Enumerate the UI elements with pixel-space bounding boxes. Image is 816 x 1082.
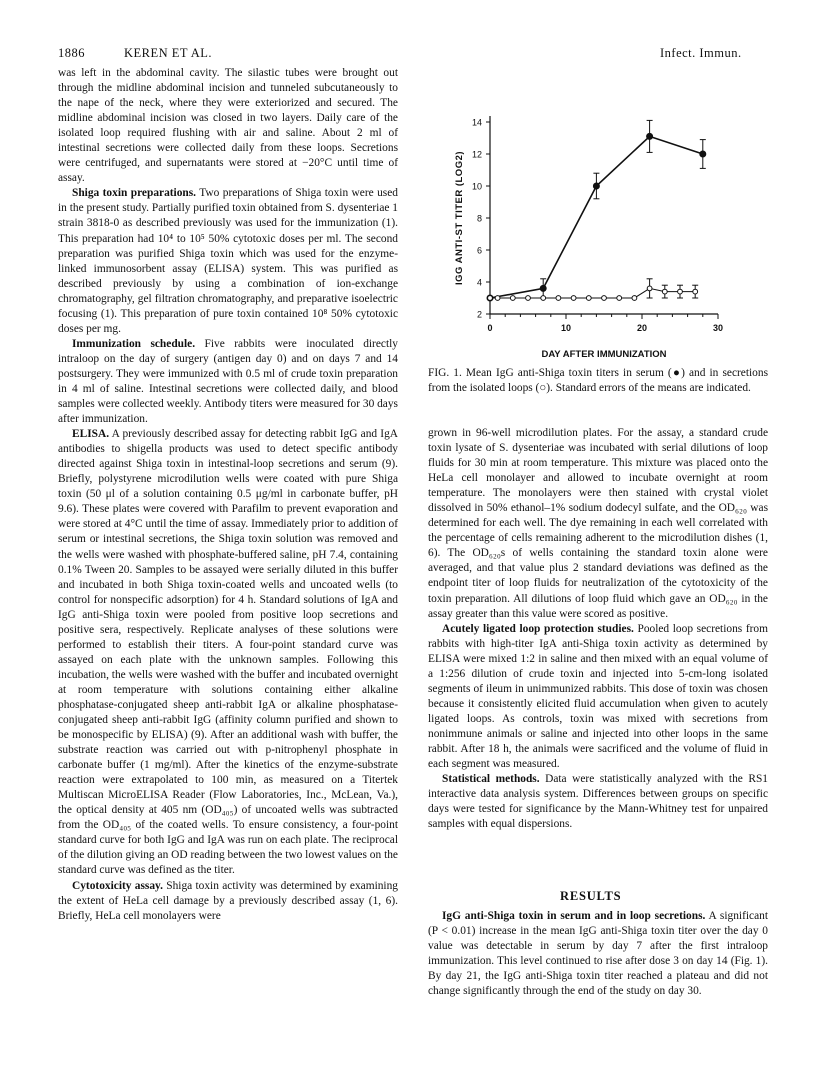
secretion-point: [678, 289, 683, 294]
secretion-point: [541, 296, 546, 301]
paragraph-text: grown in 96-well microdilution plates. For the assay, a standard crude toxin lysate of S. dysenteriae was incubated with serial dilutions of loop fluids for 30 min at room temperature. This mixture was placed onto the HeLa cell monolayer and allowed to incubate overnight at room temperature. The monolayers were then stained with crystal violet dissolved in 50% ethanol–1% sodium dodecyl sulfate, and the OD₆₂₀ was determined for each well. The dye remaining in each well correlated with the percentage of cells remaining adherent to the microdilution dishes (1, 6). The OD₆₂₀s of wells containing the standard toxin alone were averaged, and that value plus 2 standard deviations was defined as the endpoint titer of loop fluids for neutralization of the cytotoxicity of the toxin preparation. All dilutions of loop fluid which gave an OD₆₂₀ in the assay greater than this value were scored as positive.: [428, 427, 768, 620]
section-heading: Cytotoxicity assay.: [72, 879, 163, 892]
serum-point: [540, 285, 546, 291]
results-section: [428, 909, 768, 999]
paragraph: [428, 426, 768, 622]
section-heading: Shiga toxin preparations.: [72, 187, 197, 200]
y-axis-label: IGG ANTI-ST TITER (LOG2): [454, 150, 465, 286]
secretion-point: [526, 296, 531, 301]
y-tick-label: 14: [471, 117, 482, 128]
y-tick-label: 4: [476, 277, 482, 288]
paragraph-text: Data were statistically analyzed with the RS1 interactive data analysis system. Differences between groups on specific days were tested for significance by the Mann-Whitney test for unpaired samples with equal dispersions.: [428, 773, 768, 831]
results-subheading: IgG anti-Shiga toxin in serum and in loop secretions.: [442, 910, 706, 922]
y-tick-label: 8: [476, 213, 482, 224]
secretion-point: [488, 296, 493, 301]
paragraph: [58, 186, 398, 336]
paragraph-text: Five rabbits were inoculated directly intraloop on the day of surgery (antigen day 0) and on days 7 and 14 postsurgery. They were immunized with 0.5 ml of crude toxin preparation in 4 ml of saline. Intestinal secretions were collected daily, and blood samples were collected weekly. Antibody titers were measured for 30 days after immunization.: [58, 337, 398, 426]
section-heading: ELISA.: [72, 428, 110, 441]
x-axis-label: DAY AFTER IMMUNIZATION: [541, 349, 667, 360]
secretion-point: [602, 296, 607, 301]
left-column: [58, 66, 398, 924]
paragraph: [428, 772, 768, 832]
journal-name: Infect. Immun.: [660, 46, 742, 60]
secretion-point: [693, 289, 698, 294]
secretion-point: [495, 296, 500, 301]
paragraph-text: was left in the abdominal cavity. The silastic tubes were brought out through the midline abdominal incision and tunneled subcutaneously to the nape of the neck, where they were exteriorized and secured. The midline abdominal incision was closed in two layers. Daily care of the isolated loop required flushing with air and saline. About 2 ml of intestinal secretions were collected daily from these loops. Secretions were centrifuged, and supernatants were stored at −20°C until time of assay.: [58, 67, 398, 185]
secretion-point: [632, 296, 637, 301]
serum-point: [593, 183, 599, 189]
paragraph: [428, 622, 768, 772]
y-tick-label: 12: [471, 149, 482, 160]
paragraph: [58, 337, 398, 427]
paragraph-text: A previously described assay for detecting rabbit IgG and IgA antibodies to shigella products was used to detect specific antibody directed against Shiga toxin in intestinal-loop secretions and serum (9). Briefly, polystyrene microdilution wells were coated with pure Shiga toxin (50 μl of a solution containing 0.5 μg/ml in carbonate buffer, pH 9.6). These plates were covered with Parafilm to prevent evaporation and were stored at 4°C until the time of assay. Immediately prior to addition of serum or intestinal secretions, the Shiga toxin solution was removed and the wells were washed with phosphate-buffered saline, pH 7.4, containing 0.1% Tween 20. Samples to be assayed were serially diluted in this buffer and incubated in both Shiga toxin-coated wells and uncoated wells (to control for nonspecific adsorption) for 4 h. Standard solutions of IgA and IgG anti-Shiga toxin were pooled from positive loop secretions and positive sera, respectively. Replicate analyses of these solutions were performed to establish their titers. A four-point standard curve was assayed on each plate with the unknown samples. Following this incubation, the wells were washed with the buffer and incubated overnight at room temperature with solutions containing either alkaline phosphatase-conjugated sheep anti-rabbit IgA or alkaline phosphatase-conjugated sheep anti-rabbit IgG (affinity column purified and shown to be monospecific by ELISA) (9). After an additional wash with buffer, the substrate reaction was carried out with p-nitrophenyl phosphate in carbonate buffer (1 mg/ml). After the kinetics of the enzyme-substrate reaction were extrapolated to 100 min, as measured on a Titertek Multiscan MicroELISA Reader (Flow Laboratories, Inc., McLean, Va.), the optical density at 405 nm (OD₄₀₅) of uncoated wells was subtracted from the OD₄₀₅ of the coated wells. To ensure consistency, a four-point standard curve for both IgG and IgA was run on each plate. The reciprocal of the dilution giving an OD reading between the two lowest values on the standard curve was defined as the titer.: [58, 428, 399, 877]
paragraph-text: Two preparations of Shiga toxin were used in the present study. Partially purified toxin obtained from S. dysenteriae 1 strain 3818-0 as described previously was used for the immunization (1). This preparation had 10⁴ to 10⁵ 50% cytotoxic doses per ml. The second preparation was purified Shiga toxin which was used for the enzyme-linked immunosorbent assay (ELISA) system. This was purified as described previously by using a combination of ion-exchange chromatography, gel filtration chromatography, and preparative isoelectric focusing (1). This preparation of pure toxin contained 10⁸ 50% cytotoxic doses per mg.: [58, 187, 398, 335]
running-authors: KEREN ET AL.: [124, 46, 213, 60]
figure-1: [428, 102, 758, 364]
x-tick-label: 0: [487, 323, 493, 333]
y-tick-label: 2: [476, 309, 482, 320]
secretion-point: [662, 289, 667, 294]
paragraph-text: Shiga toxin activity was determined by examining the extent of HeLa cell damage by a previously described assay (1, 6). Briefly, HeLa cell monolayers were: [58, 879, 398, 922]
serum-point: [647, 133, 653, 139]
paragraph: [58, 879, 398, 924]
results-heading: RESULTS: [560, 889, 622, 903]
paragraph: [58, 66, 398, 186]
serum-series-line: [490, 136, 703, 298]
serum-point: [700, 151, 706, 157]
x-tick-label: 10: [560, 323, 572, 333]
paragraph-text: Pooled loop secretions from rabbits with high-titer IgA anti-Shiga toxin activity as determined by ELISA were mixed 1:2 in saline and then mixed with an equal volume of a 1:256 dilution of crude toxin and injected into 5-cm-long isolated segments of ileum in unimmunized rabbits. This dose of toxin was chosen because it consistently elicited fluid accumulation when given to acutely ligated loops. As controls, toxin was mixed with secretions from nonimmune animals or saline and injected into other loops in the same rabbit. After 18 h, the animals were sacrificed and the volume of fluid in each segment was measured.: [428, 622, 768, 771]
section-heading: Statistical methods.: [442, 773, 540, 786]
results-text: A significant (P < 0.01) increase in the mean IgG anti-Shiga toxin titer over the day 0 value was detectable in serum by day 7 after the first intraloop immunization. This level continued to rise after dose 3 on day 14 (Fig. 1). By day 21, the IgG anti-Shiga toxin titer reached a plateau and did not change significantly through the end of the study on day 30.: [428, 910, 769, 998]
x-tick-label: 20: [636, 323, 648, 333]
secretion-point: [586, 296, 591, 301]
secretion-point: [510, 296, 515, 301]
titer-chart: [428, 102, 758, 364]
secretion-point: [617, 296, 622, 301]
y-tick-label: 6: [476, 245, 482, 256]
right-column: [428, 426, 768, 832]
y-tick-label: 10: [471, 181, 482, 192]
page-number: 1886: [58, 46, 85, 60]
paragraph: [58, 427, 398, 878]
section-heading: Immunization schedule.: [72, 337, 196, 350]
x-tick-label: 30: [712, 323, 724, 333]
secretion-point: [647, 286, 652, 291]
figure-caption: FIG. 1. Mean IgG anti-Shiga toxin titers in serum (●) and in secretions from the isolated loops (○). Standard errors of the means are indicated.: [428, 367, 768, 394]
section-heading: Acutely ligated loop protection studies.: [442, 622, 634, 635]
secretion-point: [556, 296, 561, 301]
secretion-point: [571, 296, 576, 301]
